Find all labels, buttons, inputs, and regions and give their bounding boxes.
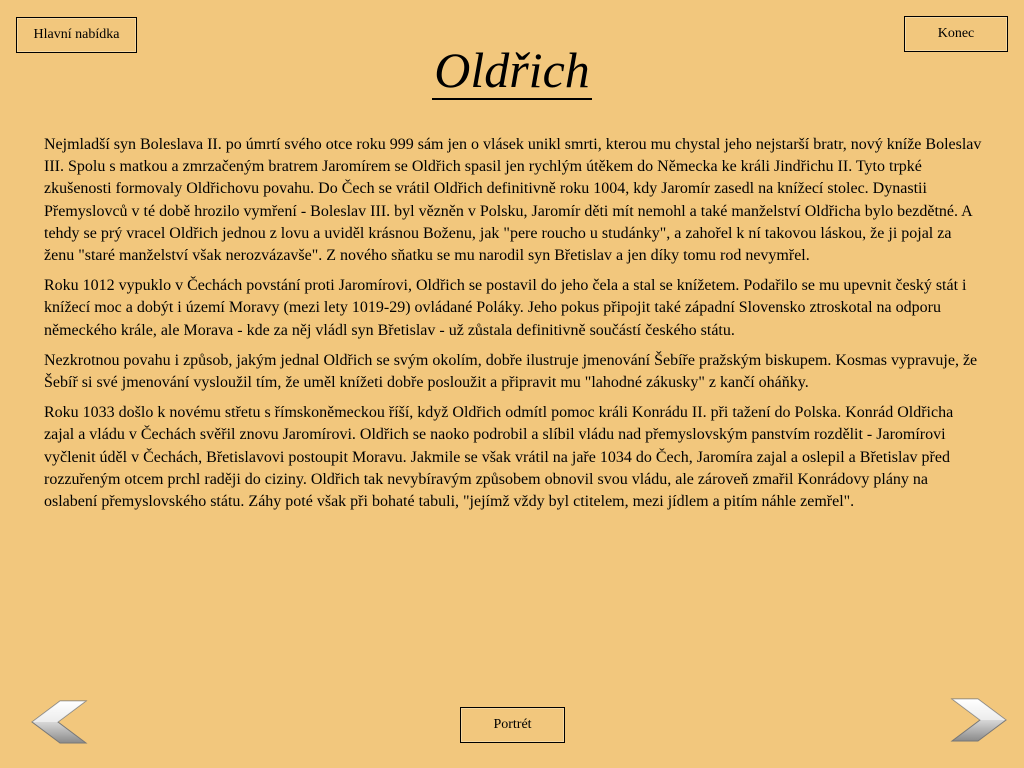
paragraph: Nezkrotnou povahu i způsob, jakým jednal Oldřich se svým okolím, dobře ilustruje jmenování Šebíře pražským biskupem. Kosmas vypravuje, že Šebíř si své jmenování vysloužil tím, že uměl knížeti dobře posloužit a připravit mu "lahodné zákusky" z kančí oháňky.: [44, 351, 978, 392]
paragraph: Roku 1012 vypuklo v Čechách povstání proti Jaromírovi, Oldřich se postavil do jeho čela a stal se knížetem. Podařilo se mu upevnit český stát i knížecí moc a dobýt i území Moravy (mezi lety 1019-29) ovládané Poláky. Jeho pokus připojit také západní Slovensko ztroskotal na odporu německého krále, ale Morava - kde za něj vládl syn Břetislav - už zůstala definitivně součástí českého státu.: [44, 277, 967, 339]
paragraph: Nejmladší syn Boleslava II. po úmrtí svého otce roku 999 sám jen o vlásek unikl smrti, kterou mu chystal jeho nejstarší bratr, nový kníže Boleslav III. Spolu s matkou a zmrzačeným bratrem Jaromírem se Oldřich spasil jen rychlým útěkem do Německa ke králi Jindřichu II. Tyto trpké zkušenosti formovaly Oldřichovu povahu. Do Čech se vrátil Oldřich definitivně roku 1004, kdy Jaromír zasedl na knížecí stolec. Dynastii Přemyslovců v té době hrozilo vymření - Boleslav III. byl vězněn v Polsku, Jaromír děti mít nemohl a také manželství Oldřicha bylo bezdětné. A tehdy se prý vracel Oldřich jednou z lovu a uviděl krásnou Boženu, jak "pere roucho u studánky", a zahořel k ní takovou láskou, že ji pojal za ženu "staré manželství však nerozvázavše". Z nového sňatku se mu narodil syn Břetislav a jen díky tomu rod nevymřel.: [44, 136, 982, 265]
chevron-left-icon[interactable]: [26, 699, 92, 745]
paragraph: Roku 1033 došlo k novému střetu s římskoněmeckou říší, když Oldřich odmítl pomoc králi Konrádu II. při tažení do Polska. Konrád Oldřicha zajal a vládu v Čechách svěřil znovu Jaromírovi. Oldřich se naoko podrobil a slíbil vládu nad přemyslovským panstvím rozdělit - Jaromírovi vyčlenit úděl v Čechách, Břetislavovi postoupit Moravu. Jakmile se však vrátil na jaře 1034 do Čech, Jaromíra zajal a oslepil a Břetislav před rozzuřeným otcem prchl raději do ciziny. Oldřich tak nevybíravým způsobem obnovil svou vládu, ale zároveň zmařil Konrádovy plány na oslabení přemyslovského státu. Záhy poté však při bohaté tabuli, "jejímž vždy byl ctitelem, mezi jídlem a pitím náhle zemřel".: [44, 404, 954, 511]
chevron-right-icon[interactable]: [946, 697, 1012, 743]
page-title: Oldřich: [434, 42, 590, 98]
end-button[interactable]: Konec: [904, 16, 1008, 52]
page-title-wrapper: [0, 38, 1024, 102]
article-body: [44, 134, 984, 521]
portrait-button[interactable]: Portrét: [460, 707, 565, 743]
main-menu-button[interactable]: Hlavní nabídka: [16, 17, 137, 53]
